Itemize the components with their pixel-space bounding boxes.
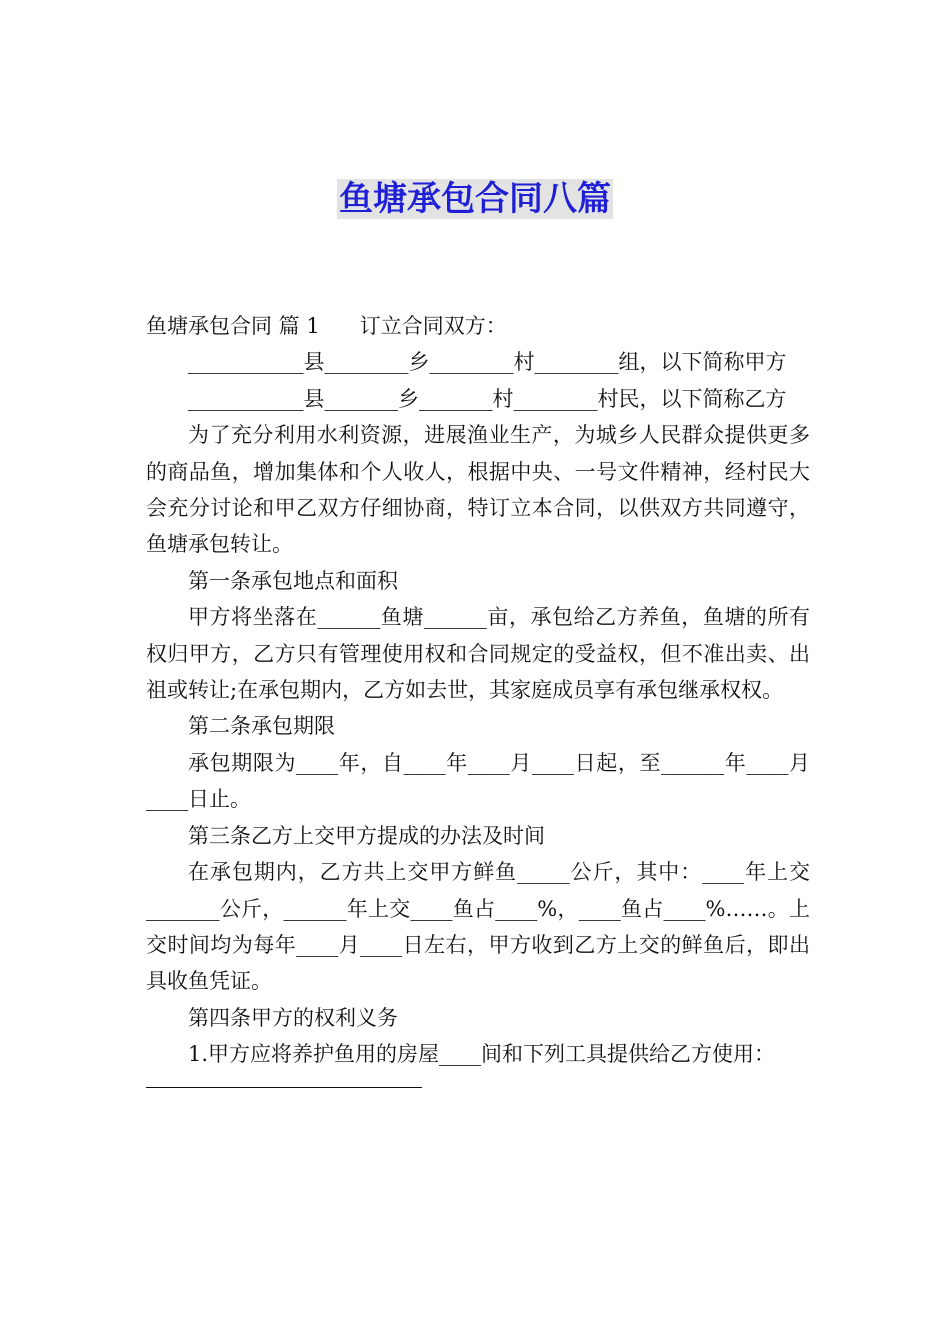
title-text: 鱼塘承包合同八篇: [339, 179, 611, 219]
article-3-paragraph: 在承包期内，乙方共上交甲方鲜鱼_____公斤，其中：____年上交_______公斤，______年上交____鱼占____%，____鱼占____%……。上交时间均为每年____月____日左右，甲方收到乙方上交的鲜鱼后，即出具收鱼凭证。: [146, 860, 810, 994]
party-a-line: ___________县________乡________村________组，以下简称甲方: [188, 350, 787, 375]
article-2-heading: 第二条承包期限: [188, 714, 335, 739]
fill-in-blank-line: [146, 1087, 422, 1088]
document-body: [146, 308, 810, 1088]
parties-label: 订立合同双方：: [359, 314, 507, 338]
intro-line: [146, 308, 810, 344]
article-3-heading: 第三条乙方上交甲方提成的办法及时间: [188, 823, 545, 848]
article-4-item-1: 1.甲方应将养护鱼用的房屋____间和下列工具提供给乙方使用：: [188, 1042, 776, 1067]
document-title: [0, 176, 950, 222]
section-label: 鱼塘承包合同 篇 1: [146, 314, 320, 338]
article-4-heading: 第四条甲方的权利义务: [188, 1005, 398, 1030]
article-2-paragraph: 承包期限为____年，自____年____月____日起，至______年____月____日止。: [146, 750, 810, 812]
article-1-heading: 第一条承包地点和面积: [188, 568, 398, 593]
article-1-paragraph: 甲方将坐落在______鱼塘______亩，承包给乙方养鱼，鱼塘的所有权归甲方，乙方只有管理使用权和合同规定的受益权，但不准出卖、出祖或转让;在承包期内，乙方如去世，其家庭成员享有承包继承权权。: [146, 605, 810, 703]
party-b-line: ___________县_______乡_______村________村民，以下简称乙方: [188, 386, 787, 411]
preamble-paragraph: 为了充分利用水利资源，进展渔业生产，为城乡人民群众提供更多的商品鱼，增加集体和个人收人，根据中央、一号文件精神，经村民大会充分讨论和甲乙双方仔细协商，特订立本合同，以供双方共同遵守，鱼塘承包转让。: [146, 423, 810, 557]
